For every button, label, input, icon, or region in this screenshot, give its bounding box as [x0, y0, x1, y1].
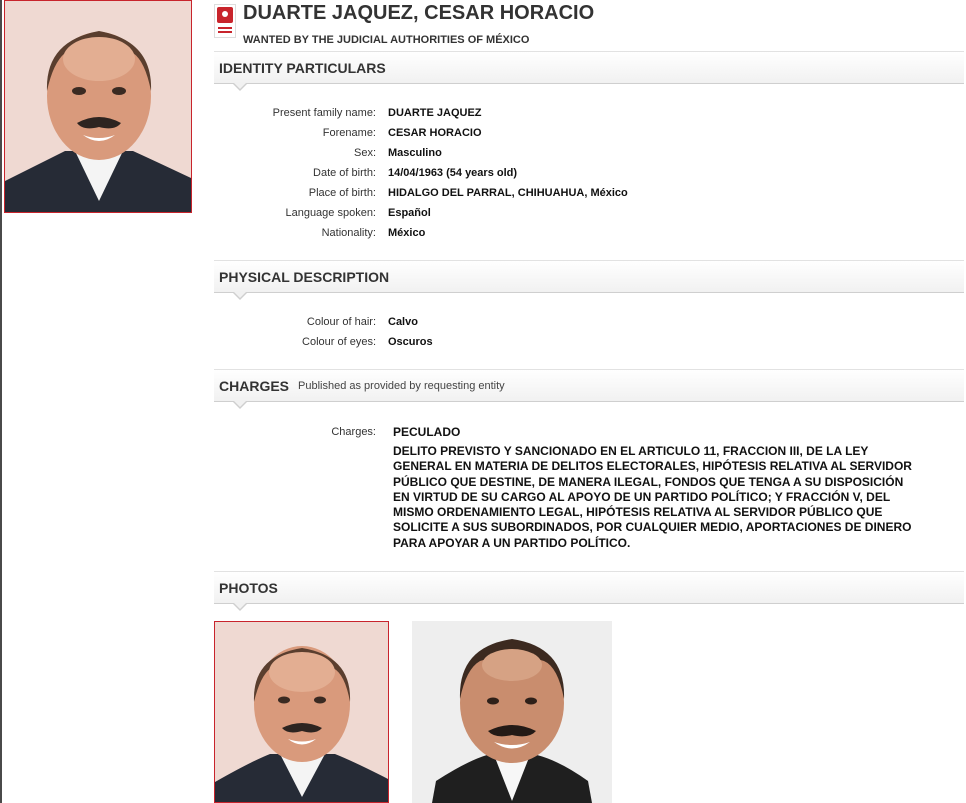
- charges-title: PECULADO: [393, 425, 461, 439]
- field-row-language: [214, 207, 964, 223]
- field-value: HIDALGO DEL PARRAL, CHIHUAHUA, México: [388, 187, 628, 199]
- field-label: Forename:: [322, 127, 376, 139]
- section-title: CHARGES: [219, 378, 290, 394]
- field-value: Calvo: [388, 316, 418, 328]
- section-subtitle: Published as provided by requesting entity: [298, 380, 505, 392]
- field-row-nationality: [214, 227, 964, 243]
- photo-image-1: [215, 622, 389, 803]
- charges-description: DELITO PREVISTO Y SANCIONADO EN EL ARTICULO 11, FRACCION III, DE LA LEY GENERAL EN MATERIA DE DELITOS ELECTORALES, HIPÓTESIS RELATIVA AL SERVIDOR PÚBLICO QUE DESTINE, DE MANERA ILEGAL, FONDOS QUE TENGA A SU DISPOSICIÓN EN VIRTUD DE SU CARGO AL APOYO DE UN PARTIDO POLÍTICO; Y FRACCIÓN V, DEL MISMO ORDENAMIENTO LEGAL, HIPÓTESIS RELATIVA AL SERVIDOR PÚBLICO QUE SOLICITE A SUS SUBORDINADOS, POR CUALQUIER MEDIO, APORTACIONES DE DINERO PARA APOYAR A UN PARTIDO POLÍTICO.: [393, 444, 912, 550]
- field-value: Masculino: [388, 147, 442, 159]
- field-value: CESAR HORACIO: [388, 127, 482, 139]
- field-value: Oscuros: [388, 336, 433, 348]
- section-notch: [232, 292, 248, 300]
- section-title: IDENTITY PARTICULARS: [219, 60, 386, 76]
- section-photos: [214, 571, 964, 604]
- photo-image-2: [412, 621, 612, 803]
- section-charges: [214, 369, 964, 402]
- field-label: Nationality:: [321, 227, 376, 239]
- person-name: DUARTE JAQUEZ, CESAR HORACIO: [243, 2, 595, 24]
- field-label: Place of birth:: [308, 187, 376, 199]
- field-row-sex: [214, 147, 964, 163]
- photo-thumbnail-1[interactable]: [214, 621, 389, 803]
- portrait-image: [5, 1, 192, 213]
- field-label: Date of birth:: [313, 167, 376, 179]
- section-identity-particulars: [214, 51, 964, 84]
- field-label: Colour of eyes:: [302, 336, 376, 348]
- field-value: DUARTE JAQUEZ: [388, 107, 482, 119]
- field-row-date-of-birth: [214, 167, 964, 183]
- field-row-forename: [214, 127, 964, 143]
- field-label: Language spoken:: [285, 207, 376, 219]
- field-label: Present family name:: [272, 107, 376, 119]
- section-notch: [232, 401, 248, 409]
- section-title: PHYSICAL DESCRIPTION: [219, 269, 390, 285]
- field-row-family-name: [214, 107, 964, 123]
- red-notice-icon: [214, 4, 236, 38]
- field-value: 14/04/1963 (54 years old): [388, 167, 518, 179]
- field-value: Español: [388, 207, 431, 219]
- field-label: Sex:: [353, 147, 376, 159]
- section-notch: [232, 83, 248, 91]
- field-label: Colour of hair:: [306, 316, 376, 328]
- section-notch: [232, 603, 248, 611]
- wanted-by-text: WANTED BY THE JUDICIAL AUTHORITIES OF MÉXICO: [243, 34, 530, 46]
- field-row-place-of-birth: [214, 187, 964, 203]
- field-value: México: [388, 227, 426, 239]
- left-border: [0, 0, 2, 803]
- field-row-eye-colour: [214, 336, 964, 352]
- charges-label: Charges:: [331, 426, 376, 438]
- section-physical-description: [214, 260, 964, 293]
- photo-thumbnail-2[interactable]: [412, 621, 612, 803]
- field-row-hair-colour: [214, 316, 964, 332]
- section-title: PHOTOS: [219, 580, 278, 596]
- main-portrait-photo[interactable]: [4, 0, 192, 213]
